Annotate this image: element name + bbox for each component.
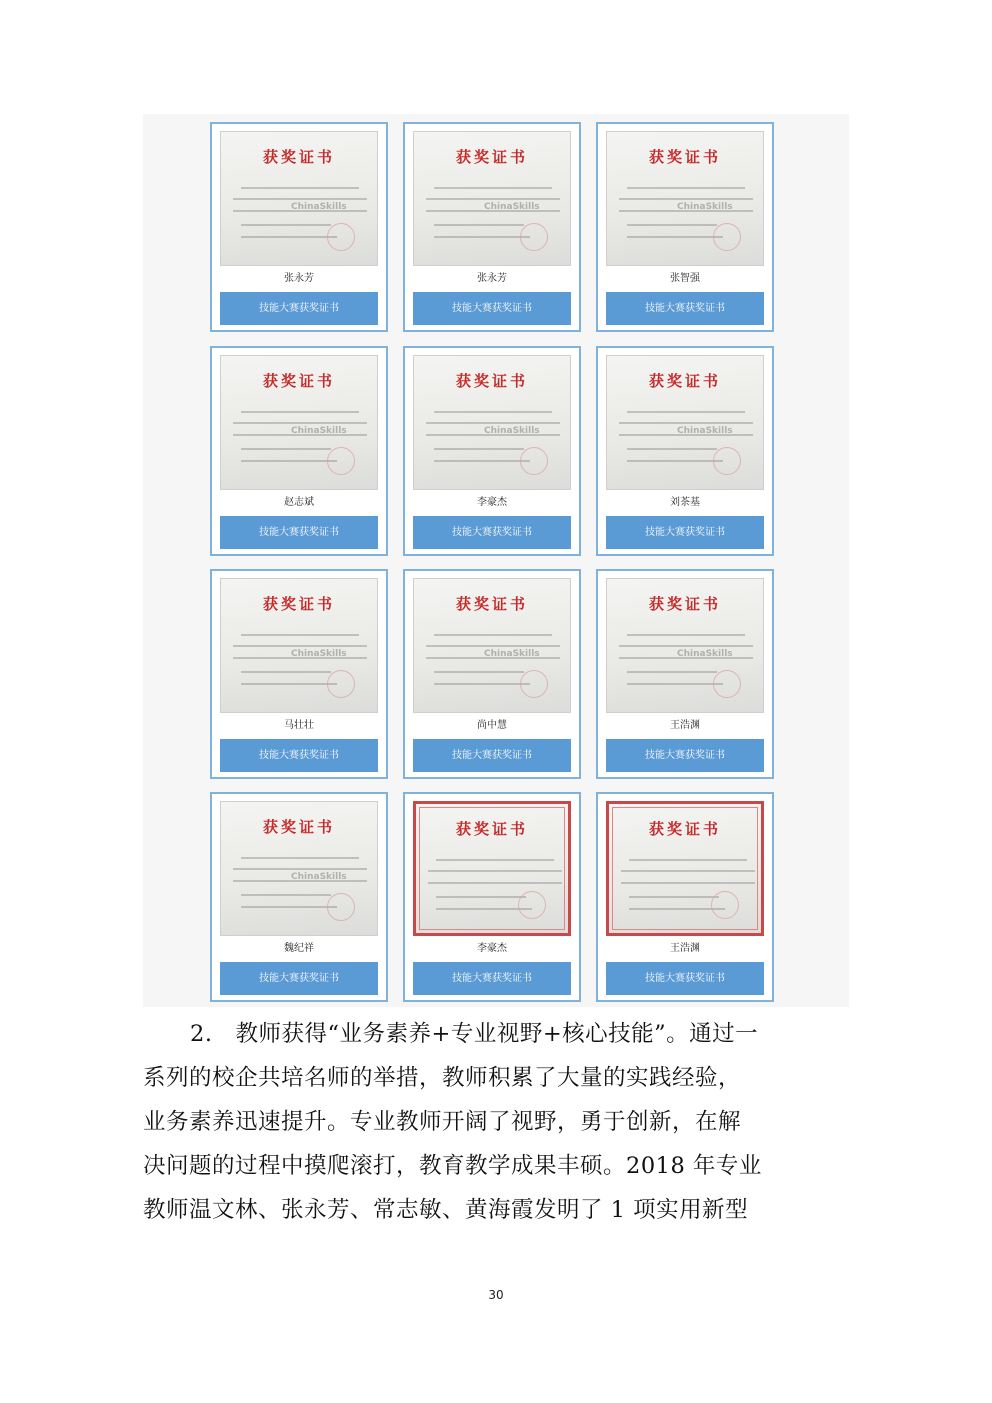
skills-award-button[interactable]: 技能大赛获奖证书 <box>606 739 764 772</box>
certificate-text-line <box>629 896 719 898</box>
certificate-text-line <box>627 634 745 636</box>
certificate-text-line <box>241 236 337 238</box>
certificate-text-line <box>621 870 755 872</box>
certificate-text-line <box>627 683 723 685</box>
skills-award-button[interactable]: 技能大赛获奖证书 <box>413 516 571 549</box>
chinaskills-watermark: ChinaSkills <box>677 649 733 659</box>
certificate-card[interactable] <box>210 792 388 1002</box>
skills-award-button[interactable]: 技能大赛获奖证书 <box>606 516 764 549</box>
certificate-title: 获奖证书 <box>455 372 528 390</box>
seal-stamp <box>713 447 741 475</box>
certificate-text-line <box>434 683 530 685</box>
page-number: 30 <box>488 1288 504 1302</box>
certificate-text-line <box>241 187 359 189</box>
recipient-name: 魏纪祥 <box>284 943 314 954</box>
certificate-text-line <box>426 645 560 647</box>
certificate-title: 获奖证书 <box>262 372 335 390</box>
certificate-image[interactable] <box>606 355 764 490</box>
certificate-image[interactable] <box>606 578 764 713</box>
certificate-text-line <box>434 411 552 413</box>
certificate-text-line <box>629 859 747 861</box>
skills-award-button[interactable]: 技能大赛获奖证书 <box>606 962 764 995</box>
skills-award-button[interactable]: 技能大赛获奖证书 <box>220 516 378 549</box>
seal-stamp <box>327 670 355 698</box>
seal-stamp <box>327 447 355 475</box>
seal-stamp <box>327 223 355 251</box>
recipient-name: 张永芳 <box>284 273 314 284</box>
certificate-text-line <box>627 224 717 226</box>
certificate-text-line <box>241 857 359 859</box>
certificate-text-line <box>428 882 562 884</box>
certificate-image[interactable] <box>413 355 571 490</box>
chinaskills-watermark: ChinaSkills <box>291 872 347 882</box>
certificate-card[interactable] <box>403 122 581 332</box>
certificate-card[interactable] <box>403 346 581 556</box>
certificate-text-line <box>241 671 331 673</box>
seal-stamp <box>713 670 741 698</box>
certificate-text-line <box>241 411 359 413</box>
certificate-image[interactable] <box>413 578 571 713</box>
seal-stamp <box>713 223 741 251</box>
recipient-name: 赵志斌 <box>284 497 314 508</box>
recipient-name: 尚中慧 <box>477 720 507 731</box>
certificate-text-line <box>436 908 532 910</box>
skills-award-button[interactable]: 技能大赛获奖证书 <box>606 292 764 325</box>
recipient-name: 刘茶基 <box>670 497 700 508</box>
paragraph-line-5: 教师温文林、张永芳、常志敏、黄海霞发明了 1 项实用新型 <box>143 1197 749 1223</box>
skills-award-button[interactable]: 技能大赛获奖证书 <box>220 292 378 325</box>
certificate-text-line <box>241 683 337 685</box>
certificate-image[interactable] <box>220 801 378 936</box>
chinaskills-watermark: ChinaSkills <box>291 202 347 212</box>
recipient-name: 张智强 <box>670 273 700 284</box>
skills-award-button[interactable]: 技能大赛获奖证书 <box>413 962 571 995</box>
certificate-text-line <box>434 224 524 226</box>
certificate-text-line <box>434 236 530 238</box>
certificate-title: 获奖证书 <box>455 595 528 613</box>
certificate-image[interactable] <box>606 801 764 936</box>
chinaskills-watermark: ChinaSkills <box>677 202 733 212</box>
certificate-image[interactable] <box>220 578 378 713</box>
certificate-text-line <box>627 460 723 462</box>
seal-stamp <box>520 447 548 475</box>
certificate-text-line <box>233 198 367 200</box>
certificate-text-line <box>241 634 359 636</box>
certificate-title: 获奖证书 <box>648 148 721 166</box>
certificate-card[interactable] <box>403 792 581 1002</box>
certificate-card[interactable] <box>210 346 388 556</box>
seal-stamp <box>520 670 548 698</box>
certificate-text-line <box>434 187 552 189</box>
certificate-text-line <box>627 448 717 450</box>
certificate-card[interactable] <box>596 792 774 1002</box>
certificate-title: 获奖证书 <box>262 595 335 613</box>
certificate-card[interactable] <box>403 569 581 779</box>
certificate-text-line <box>426 422 560 424</box>
seal-stamp <box>327 893 355 921</box>
certificate-image[interactable] <box>413 801 571 936</box>
skills-award-button[interactable]: 技能大赛获奖证书 <box>413 292 571 325</box>
certificate-image[interactable] <box>220 355 378 490</box>
certificate-card[interactable] <box>210 569 388 779</box>
certificate-text-line <box>241 906 337 908</box>
certificate-text-line <box>233 422 367 424</box>
certificate-text-line <box>627 187 745 189</box>
certificate-text-line <box>627 411 745 413</box>
certificate-text-line <box>241 460 337 462</box>
certificate-image[interactable] <box>413 131 571 266</box>
certificate-text-line <box>241 448 331 450</box>
chinaskills-watermark: ChinaSkills <box>677 426 733 436</box>
certificate-text-line <box>436 896 526 898</box>
paragraph-line-1: 2. 教师获得“业务素养+专业视野+核心技能”。通过一 <box>190 1021 759 1047</box>
certificate-card[interactable] <box>596 346 774 556</box>
certificate-gallery <box>143 114 849 1007</box>
certificate-title: 获奖证书 <box>262 148 335 166</box>
skills-award-button[interactable]: 技能大赛获奖证书 <box>220 739 378 772</box>
certificate-title: 获奖证书 <box>262 818 335 836</box>
recipient-name: 马壮壮 <box>284 720 314 731</box>
recipient-name: 李豪杰 <box>477 943 507 954</box>
chinaskills-watermark: ChinaSkills <box>484 426 540 436</box>
certificate-text-line <box>241 894 331 896</box>
certificate-title: 获奖证书 <box>648 820 721 838</box>
recipient-name: 王浩渊 <box>670 720 700 731</box>
certificate-text-line <box>619 422 753 424</box>
certificate-text-line <box>627 671 717 673</box>
certificate-text-line <box>436 859 554 861</box>
certificate-text-line <box>434 448 524 450</box>
certificate-text-line <box>434 460 530 462</box>
certificate-card[interactable] <box>210 122 388 332</box>
certificate-text-line <box>241 224 331 226</box>
certificate-image[interactable] <box>220 131 378 266</box>
seal-stamp <box>711 891 739 919</box>
recipient-name: 张永芳 <box>477 273 507 284</box>
certificate-text-line <box>434 671 524 673</box>
paragraph-line-2: 系列的校企共培名师的举措，教师积累了大量的实践经验， <box>143 1065 742 1091</box>
chinaskills-watermark: ChinaSkills <box>484 649 540 659</box>
recipient-name: 王浩渊 <box>670 943 700 954</box>
seal-stamp <box>518 891 546 919</box>
certificate-text-line <box>434 634 552 636</box>
certificate-text-line <box>621 882 755 884</box>
certificate-card[interactable] <box>596 122 774 332</box>
skills-award-button[interactable]: 技能大赛获奖证书 <box>413 739 571 772</box>
chinaskills-watermark: ChinaSkills <box>291 649 347 659</box>
certificate-title: 获奖证书 <box>455 148 528 166</box>
chinaskills-watermark: ChinaSkills <box>291 426 347 436</box>
certificate-text-line <box>619 645 753 647</box>
certificate-text-line <box>619 198 753 200</box>
certificate-text-line <box>428 870 562 872</box>
certificate-title: 获奖证书 <box>455 820 528 838</box>
skills-award-button[interactable]: 技能大赛获奖证书 <box>220 962 378 995</box>
certificate-image[interactable] <box>606 131 764 266</box>
certificate-text-line <box>629 908 725 910</box>
certificate-title: 获奖证书 <box>648 372 721 390</box>
chinaskills-watermark: ChinaSkills <box>484 202 540 212</box>
certificate-text-line <box>426 198 560 200</box>
paragraph-line-4: 决问题的过程中摸爬滚打，教育教学成果丰硕。2018 年专业 <box>143 1153 762 1179</box>
seal-stamp <box>520 223 548 251</box>
certificate-title: 获奖证书 <box>648 595 721 613</box>
certificate-text-line <box>233 868 367 870</box>
certificate-card[interactable] <box>596 569 774 779</box>
paragraph-line-3: 业务素养迅速提升。专业教师开阔了视野，勇于创新，在解 <box>143 1109 742 1135</box>
certificate-text-line <box>627 236 723 238</box>
recipient-name: 李豪杰 <box>477 497 507 508</box>
certificate-text-line <box>233 645 367 647</box>
